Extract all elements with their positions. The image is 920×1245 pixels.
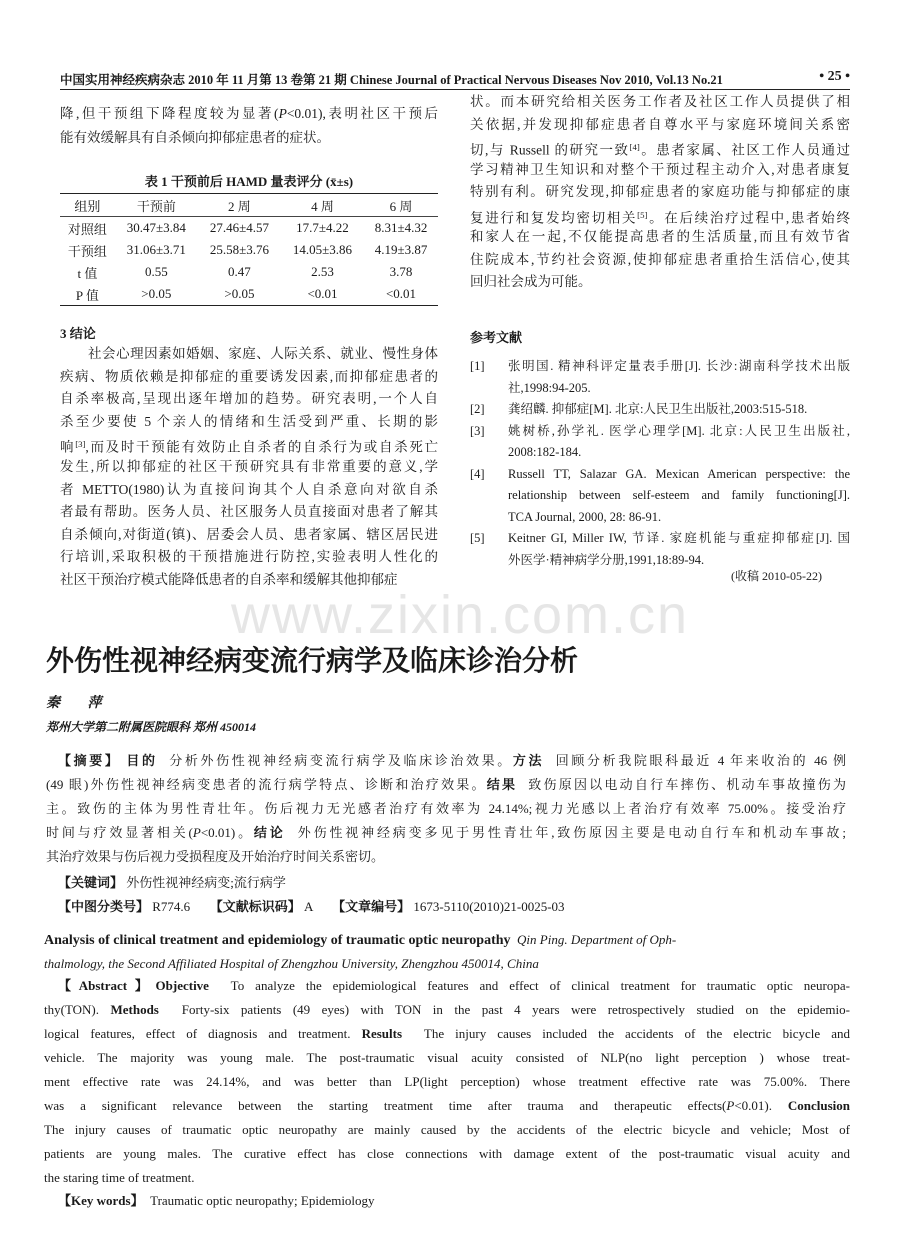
text-line: 自杀倾向,对街道(镇)、居委会人员、患者家属、辖区居民进 [60, 526, 438, 542]
table-cell: 31.06±3.71 [126, 242, 186, 257]
text-line: 和家人在一起,不仅能提高患者的生活质量,而且有效节省 [470, 229, 850, 244]
text-line: 疾病、物质依赖是抑郁症的重要诱发因素,而抑郁症患者的 [60, 368, 438, 384]
text-line: 行培训,采取积极的干预措施进行防控,实验表明人性化的 [60, 549, 438, 565]
reference-number: [4] [470, 466, 485, 481]
classification-line [58, 896, 565, 915]
received-date: (收稿 2010-05-22) [731, 569, 822, 583]
text-line [46, 824, 846, 841]
text-line: vehicle. The majority was young male. The post-traumatic visual acuity consisted of NLP(no light perception ) whose treat- [44, 1050, 850, 1065]
text-line: 2008:182-184. [508, 445, 582, 459]
text-line: 者最有帮助。医务人员、社区服务人员直接面对患者了解其 [60, 504, 438, 520]
text-span: 切,与 Russell 的研究一致 [470, 142, 630, 158]
text-span: 方法 [512, 753, 545, 768]
reference-number: [5] [470, 531, 485, 545]
text-line [44, 1025, 850, 1042]
table-cell: t 值 [77, 265, 98, 281]
table-cell: 0.47 [228, 264, 251, 279]
text-line: 主。致伤的主体为男性青壮年。伤后视力无光感者治疗有效率为 24.14%;视力光感以上者治疗有效率 75.00%。接受治疗 [46, 801, 846, 816]
keywords-label: 【关键词】 [58, 875, 124, 890]
text-line [58, 977, 850, 994]
text-line: 自杀率极高,呈现出逐年增加的趋势。研究表明,一个人自 [60, 391, 438, 407]
text-line: 住院成本,节约社会资源,使抑郁症患者重拾生活信心,使其 [470, 251, 850, 267]
text-line: Russell TT, Salazar GA. Mexican American perspective: the [508, 466, 850, 481]
text-line [44, 1097, 850, 1114]
doc-code-label: 【文献标识码】 [209, 899, 301, 914]
text-line: 张明国. 精神科评定量表手册[J]. 长沙:湖南科学技术出版 [508, 359, 850, 373]
reference-number: [1] [470, 359, 485, 373]
table-cell: 14.05±3.86 [292, 242, 353, 257]
text-line: The injury causes of traumatic optic neuropathy are mainly caused by the accidents of the electric bicycle and vehicle; Most of [44, 1122, 850, 1137]
text-line: 回归社会成为可能。 [470, 274, 592, 289]
col-header: 2 周 [228, 198, 251, 214]
english-keywords [58, 1190, 375, 1209]
text-span: 分析外伤性视神经病变流行病学及临床诊治效果。 [157, 753, 513, 768]
text-span: [5] [637, 209, 648, 220]
text-span: 结果 [486, 777, 518, 792]
table-cell: 0.55 [144, 264, 168, 279]
en-keywords-value: Traumatic optic neuropathy; Epidemiology [143, 1193, 375, 1208]
text-line: 社区干预治疗模式能降低患者的自杀率和缓解其他抑郁症 [60, 572, 398, 587]
table-row [60, 283, 438, 306]
text-line: Keitner GI, Miller IW, 节译. 家庭机能与重症抑郁症[J]. 国 [508, 531, 850, 545]
text-line: 者 METTO(1980)认为直接问询其个人自杀意向对欲自杀 [60, 481, 438, 497]
text-span: <0.01). [734, 1098, 788, 1113]
text-span: Results [361, 1026, 403, 1041]
table-cell: 17.7±4.22 [296, 220, 349, 235]
text-line: 学习精神卫生知识和对整个干预过程主动介入,对患者康复 [470, 161, 850, 177]
page-number: • 25 • [819, 69, 850, 84]
english-title-line [44, 932, 850, 949]
text-span: 复进行和复发均密切相关 [470, 209, 638, 225]
text-line: 特别有利。研究发现,抑郁症患者的家庭功能与抑郁症的康 [470, 184, 850, 199]
table-cell: 干预组 [67, 243, 107, 259]
text-span: 回顾分析我院眼科最近 4 年来收治的 46 例 [544, 753, 846, 768]
text-line [470, 206, 850, 227]
text-line: patients are young males. The curative effect has close connections with damage extent of the post-traumatic visual acuity and [44, 1146, 850, 1161]
col-header: 干预前 [136, 198, 176, 214]
text-line: 关依据,并发现抑郁症患者自尊水平与家庭环境间关系密 [470, 116, 850, 132]
hamd-table [60, 193, 438, 306]
text-line [60, 105, 438, 123]
text-span: 时间与疗效显著相关( [46, 825, 193, 840]
table-row [60, 217, 438, 240]
text-span: <0.01)。 [200, 825, 254, 840]
article-no-value: 1673-5110(2010)21-0025-03 [410, 899, 565, 914]
text-span: Forty-six patients (49 eyes) with TON in the past 4 years were retrospectively studied on the epidemio- [158, 1002, 850, 1017]
class-label: 【中图分类号】 [58, 899, 150, 914]
col-header: 组别 [74, 198, 101, 214]
table-header-row [60, 194, 438, 217]
text-span: P [192, 825, 201, 840]
table-cell: 25.58±3.76 [209, 242, 269, 257]
text-span: <0.01),表明社区干预后 [286, 106, 439, 121]
text-span: Methods [110, 1002, 159, 1017]
text-line: 龚绍麟. 抑郁症[M]. 北京:人民卫生出版社,2003:515-518. [508, 402, 808, 416]
text-span: To analyze the epidemiological features and effect of clinical treatment for traumatic optic neuropa- [208, 978, 850, 993]
article-title: 外伤性视神经病变流行病学及临床诊治分析 [46, 644, 579, 677]
text-span: P [278, 106, 287, 121]
table-cell: >0.05 [141, 286, 172, 301]
running-head: 中国实用神经疾病杂志 2010 年 11 月第 13 卷第 21 期 Chinese Journal of Practical Nervous Diseases Nov 2010, Vol.13 No.21 [60, 73, 723, 87]
english-affiliation: thalmology, the Second Affiliated Hospital of Zhengzhou University, Zhengzhou 450014, China [44, 956, 539, 971]
text-line [60, 435, 438, 456]
table-cell: 2.53 [311, 264, 334, 279]
table-cell: <0.01 [307, 286, 338, 301]
affiliation: 郑州大学第二附属医院眼科 郑州 450014 [46, 720, 257, 734]
text-span: [3] [75, 439, 86, 450]
text-span: (49 眼)外伤性视神经病变患者的流行病学特点、诊断和治疗效果。 [46, 777, 487, 792]
col-header: 4 周 [311, 198, 334, 214]
table-cell: 4.19±3.87 [374, 242, 428, 257]
keywords [58, 872, 286, 891]
table-caption: 表 1 干预前后 HAMD 量表评分 (x̄±s) [144, 174, 354, 189]
text-line: 社会心理因素如婚姻、家庭、人际关系、就业、慢性身体 [60, 346, 438, 361]
text-span: 致伤原因以电动自行车摔伤、机动车事故撞伤为 [517, 777, 846, 792]
text-line: the staring time of treatment. [44, 1170, 195, 1185]
text-line: relationship between self-esteem and family functioning[J]. [508, 488, 850, 502]
text-span: The injury causes included the accidents of the electric bicycle and [402, 1026, 850, 1041]
table-cell: 30.47±3.84 [126, 220, 186, 235]
text-line: 状。而本研究给相关医务工作者及社区工作人员提供了相 [470, 94, 850, 109]
table-cell: 8.31±4.32 [374, 220, 428, 235]
class-value: R774.6 [149, 899, 210, 914]
text-line [58, 752, 846, 769]
table-row [60, 239, 438, 261]
watermark: www.zixin.com.cn [230, 585, 690, 645]
text-span: 【摘要】 目的 [58, 753, 158, 768]
table-cell: <0.01 [385, 286, 417, 301]
text-span: 。患者家属、社区工作人员通过 [639, 142, 850, 158]
text-line: 能有效缓解具有自杀倾向抑郁症患者的症状。 [60, 130, 330, 145]
text-span: 响 [60, 439, 76, 455]
text-line: 外医学·精神病学分册,1991,18:89-94. [508, 552, 705, 567]
author: 秦 萍 [46, 696, 114, 711]
text-line [46, 776, 846, 793]
text-span: 降,但干预组下降程度较为显著( [60, 106, 279, 121]
table-cell: 对照组 [67, 221, 107, 237]
text-span: [4] [629, 142, 640, 152]
text-span: ,而及时干预能有效防止自杀者的自杀行为或自杀死亡 [85, 439, 439, 455]
text-span: 外伤性视神经病变多见于男性青壮年,致伤原因主要是电动自行车和机动车事故; [285, 825, 846, 840]
text-span: was a significant relevance between the starting treatment time after trauma and therapeutic effects( [44, 1098, 727, 1113]
text-span: 【Abstract】Objective [58, 978, 209, 993]
text-line: TCA Journal, 2000, 28: 86-91. [508, 509, 662, 524]
header-rule [60, 89, 850, 90]
text-line [44, 1001, 850, 1018]
english-title: Analysis of clinical treatment and epidemiology of traumatic optic neuropathy [44, 933, 511, 948]
table-cell: 3.78 [389, 264, 413, 279]
references-heading: 参考文献 [470, 330, 523, 345]
col-header: 6 周 [389, 198, 413, 214]
text-line: 姚树桥,孙学礼. 医学心理学[M]. 北京:人民卫生出版社, [508, 423, 850, 438]
table-cell: P 值 [75, 287, 99, 303]
table-cell: 27.46±4.57 [209, 220, 269, 235]
text-span: thy(TON). [44, 1002, 111, 1017]
reference-number: [2] [470, 402, 485, 416]
reference-number: [3] [470, 423, 485, 438]
keywords-value: 外伤性视神经病变;流行病学 [123, 875, 286, 890]
table-cell: >0.05 [224, 286, 255, 301]
section-heading-conclusion: 3 结论 [60, 326, 96, 341]
text-span: Conclusion [787, 1098, 850, 1113]
en-keywords-label: 【Key words】 [58, 1193, 144, 1208]
text-span: 结论 [253, 825, 286, 840]
text-line [470, 138, 850, 159]
text-span: 。在后续治疗过程中,患者始终 [647, 209, 851, 225]
text-line: ment effective rate was 24.14%, and was better than LP(light perception) whose treatment effective rate was 75.00%. There [44, 1074, 850, 1089]
english-author: Qin Ping. Department of Oph- [510, 932, 677, 947]
text-line: 社,1998:94-205. [508, 380, 591, 395]
text-span: logical features, effect of diagnosis and treatment. [44, 1026, 362, 1041]
article-no-label: 【文章编号】 [332, 899, 411, 914]
text-line: 杀至少要使 5 个亲人的情绪和生活受到严重、长期的影 [60, 413, 438, 429]
text-line: 其治疗效果与伤后视力受损程度及开始治疗时间关系密切。 [46, 849, 385, 864]
doc-code-value: A [300, 899, 333, 914]
text-span: P [726, 1098, 735, 1113]
text-line: 发生,所以抑郁症的社区干预研究具有非常重要的意义,学 [60, 459, 438, 474]
table-row [60, 261, 438, 283]
